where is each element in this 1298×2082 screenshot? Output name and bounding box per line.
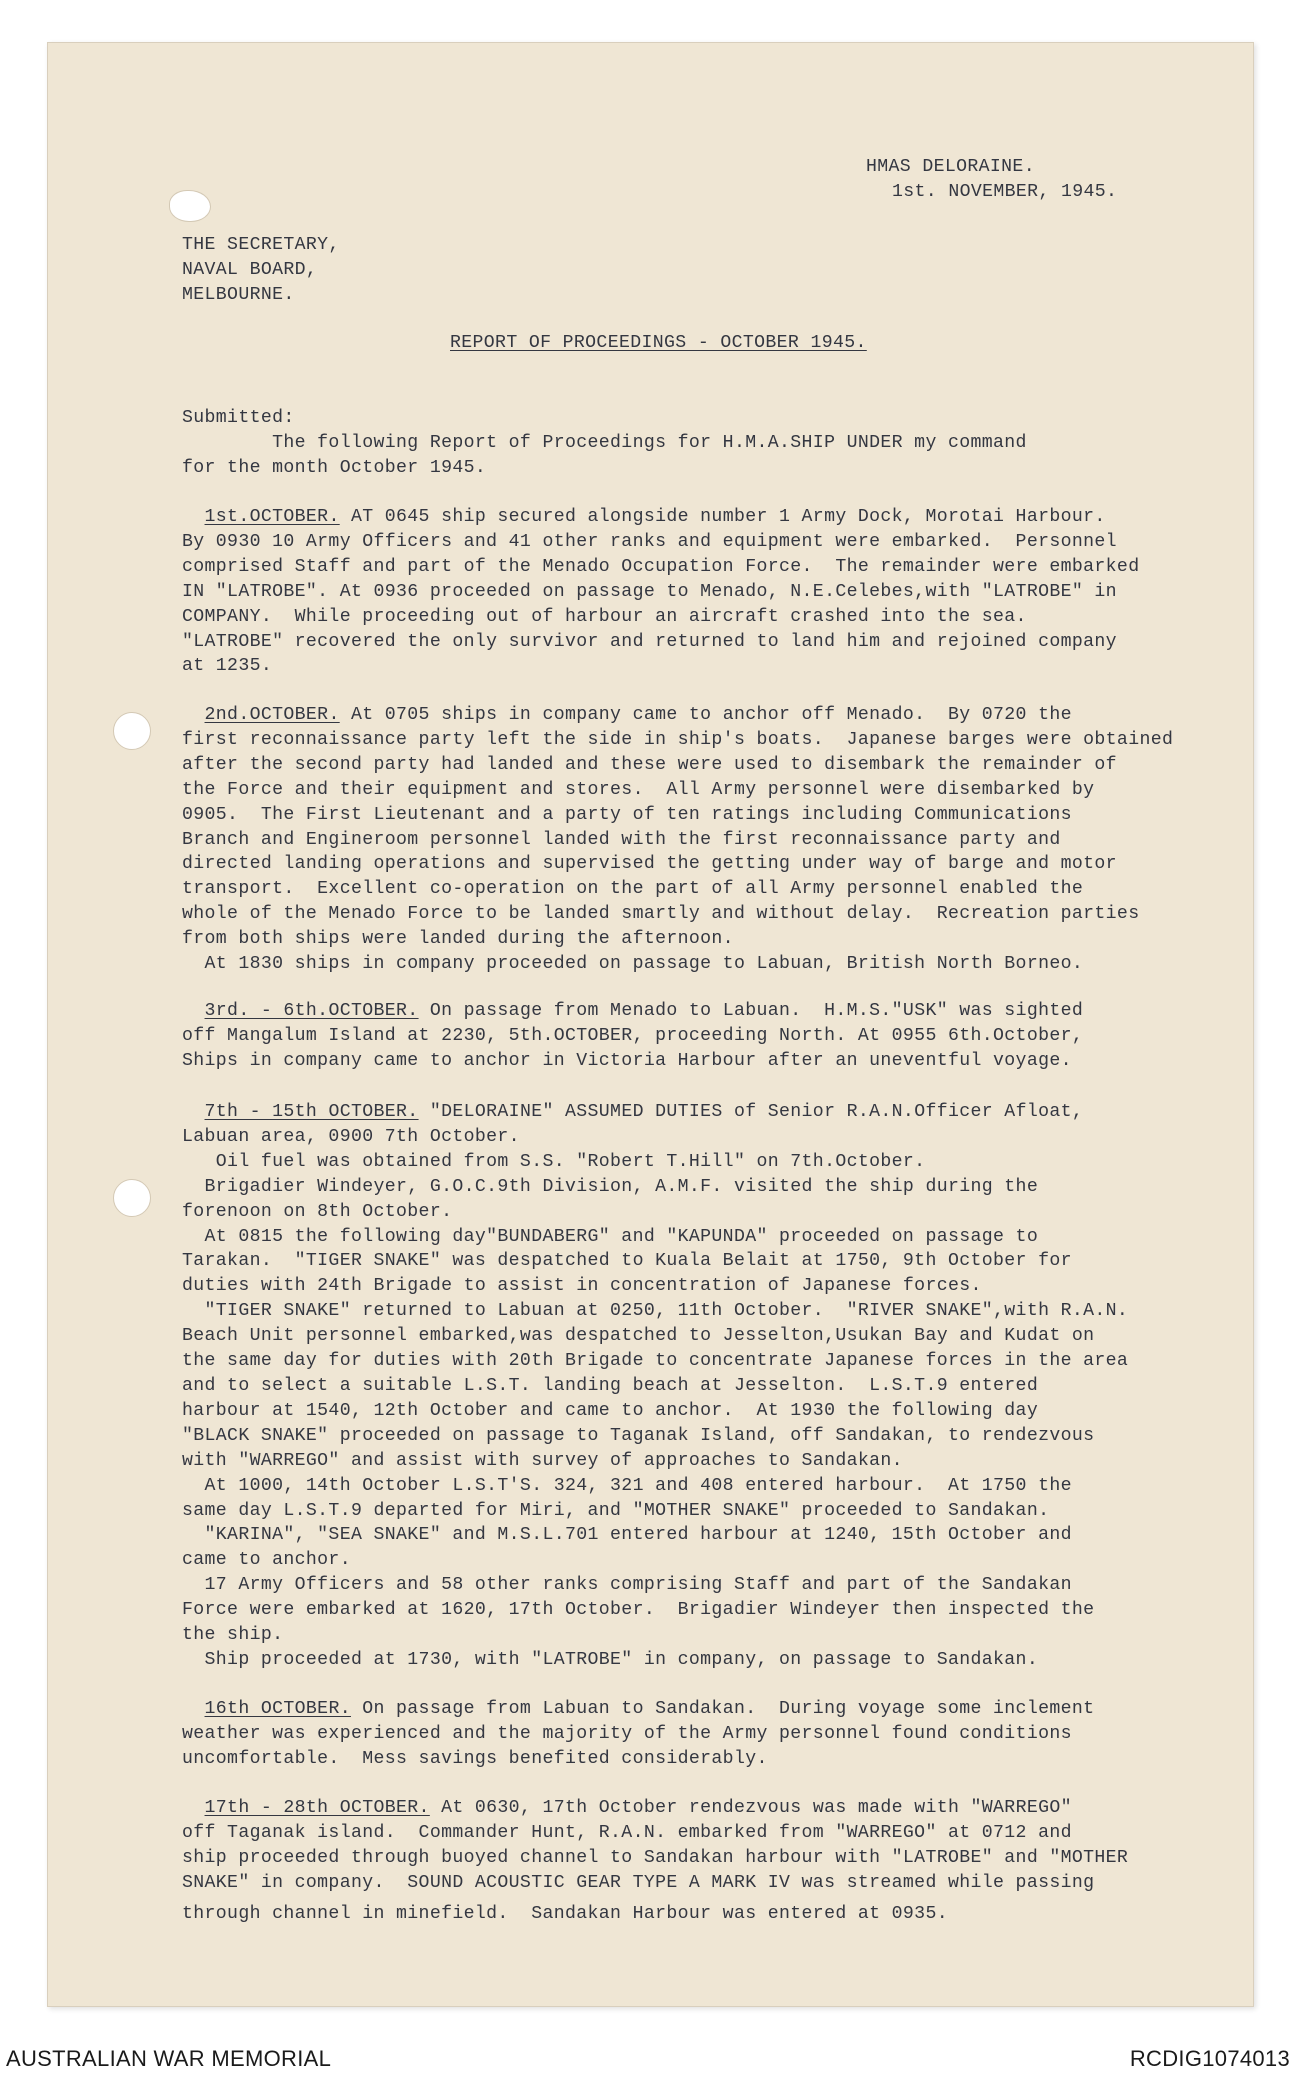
section-line: whole of the Menado Force to be landed smartly and without delay. Recreation parties [182,904,1140,925]
section-line: IN "LATROBE". At 0936 proceeded on passage to Menado, N.E.Celebes,with "LATROBE" in [182,581,1117,602]
section-line: directed landing operations and supervised the getting under way of barge and motor [182,854,1117,875]
section-16th-october [182,1697,1094,1772]
section-line: the same day for duties with 20th Brigade to concentrate Japanese forces in the area [182,1351,1129,1372]
archive-credit: AUSTRALIAN WAR MEMORIAL [6,2046,332,2071]
section-line: Brigadier Windeyer, G.O.C.9th Division, A.M.F. visited the ship during the [182,1176,1039,1197]
punch-hole [113,1179,151,1217]
section-first-line: 1st.OCTOBER. AT 0645 ship secured alongside number 1 Army Dock, Morotai Harbour. [204,507,1106,527]
section-line: the ship. [182,1625,284,1646]
archive-id: RCDIG1074013 [1129,2046,1290,2071]
section-heading: 16th OCTOBER. [204,1699,351,1719]
section-line: Branch and Engineroom personnel landed with the first reconnaissance party and [182,829,1061,850]
section-line: first reconnaissance party left the side in ship's boats. Japanese barges were obtained [182,729,1174,750]
section-line: duties with 24th Brigade to assist in concentration of Japanese forces. [182,1276,982,1297]
section-heading: 1st.OCTOBER. [204,507,340,527]
section-line: and to select a suitable L.S.T. landing beach at Jesselton. L.S.T.9 entered [182,1375,1039,1396]
section-heading: 7th - 15th OCTOBER. [204,1102,419,1122]
section-first-line: 3rd. - 6th.OCTOBER. On passage from Menado to Labuan. H.M.S."USK" was sighted [204,1001,1084,1021]
section-line: weather was experienced and the majority of the Army personnel found conditions [182,1723,1072,1744]
section-line: Oil fuel was obtained from S.S. "Robert T.Hill" on 7th.October. [182,1151,926,1172]
section-line: "KARINA", "SEA SNAKE" and M.S.L.701 entered harbour at 1240, 15th October and [182,1525,1072,1546]
section-line: 0905. The First Lieutenant and a party of ten ratings including Communications [182,804,1072,825]
section-line: at 1235. [182,656,273,677]
torn-corner [169,190,211,222]
section-line: from both ships were landed during the afternoon. [182,929,734,950]
report-title: REPORT OF PROCEEDINGS - OCTOBER 1945. [450,333,867,353]
section-heading: 2nd.OCTOBER. [204,705,340,725]
section-line: through channel in minefield. Sandakan Harbour was entered at 0935. [182,1903,948,1924]
section-line: comprised Staff and part of the Menado Occupation Force. The remainder were embarked [182,556,1140,577]
section-line: At 0815 the following day"BUNDABERG" and "KAPUNDA" proceeded on passage to [182,1226,1039,1247]
intro-line: for the month October 1945. [182,458,487,478]
section-first-line: 17th - 28th OCTOBER. At 0630, 17th October rendezvous was made with "WARREGO" [204,1798,1072,1818]
punch-hole [113,712,151,750]
section-first-line: 7th - 15th OCTOBER. "DELORAINE" ASSUMED DUTIES of Senior R.A.N.Officer Afloat, [204,1102,1084,1122]
section-line: same day L.S.T.9 departed for Miri, and "MOTHER SNAKE" proceeded to Sandakan. [182,1500,1050,1521]
section-first-line: 16th OCTOBER. On passage from Labuan to Sandakan. During voyage some inclement [204,1699,1095,1719]
section-line: COMPANY. While proceeding out of harbour an aircraft crashed into the sea. [182,606,1027,627]
letter-date: 1st. NOVEMBER, 1945. [892,182,1118,202]
section-line: forenoon on 8th October. [182,1201,453,1222]
section-heading: 3rd. - 6th.OCTOBER. [204,1001,419,1021]
section-line: SNAKE" in company. SOUND ACOUSTIC GEAR TYPE A MARK IV was streamed while passing [182,1872,1095,1893]
section-line: Ships in company came to anchor in Victoria Harbour after an uneventful voyage. [182,1050,1072,1071]
section-line: transport. Excellent co-operation on the part of all Army personnel enabled the [182,879,1084,900]
section-1st-october [182,505,1139,679]
submitted-label: Submitted: [182,408,295,428]
addressee-line: THE SECRETARY, [182,235,340,255]
section-line: ship proceeded through buoyed channel to Sandakan harbour with "LATROBE" and "MOTHER [182,1847,1129,1868]
section-17th-28th-october [182,1796,1128,1927]
ship-name: HMAS DELORAINE. [866,157,1035,177]
section-line: At 1830 ships in company proceeded on passage to Labuan, British North Borneo. [182,954,1084,975]
intro-line: The following Report of Proceedings for H.M.A.SHIP UNDER my command [182,433,1027,453]
section-first-line: 2nd.OCTOBER. At 0705 ships in company came to anchor off Menado. By 0720 the [204,705,1072,725]
section-line: after the second party had landed and these were used to disembark the remainder of [182,754,1117,775]
section-heading: 17th - 28th OCTOBER. [204,1798,430,1818]
addressee-line: NAVAL BOARD, [182,260,318,280]
section-line: off Taganak island. Commander Hunt, R.A.N. embarked from "WARREGO" at 0712 and [182,1822,1072,1843]
section-line: Beach Unit personnel embarked,was despatched to Jesselton,Usukan Bay and Kudat on [182,1326,1095,1347]
section-line: Ship proceeded at 1730, with "LATROBE" in company, on passage to Sandakan. [182,1649,1039,1670]
section-line: Tarakan. "TIGER SNAKE" was despatched to Kuala Belait at 1750, 9th October for [182,1251,1072,1272]
section-line: Force were embarked at 1620, 17th October. Brigadier Windeyer then inspected the [182,1600,1095,1621]
section-line: with "WARREGO" and assist with survey of approaches to Sandakan. [182,1450,903,1471]
section-line: off Mangalum Island at 2230, 5th.OCTOBER, proceeding North. At 0955 6th.October, [182,1025,1084,1046]
section-line: the Force and their equipment and stores. All Army personnel were disembarked by [182,779,1095,800]
section-line: Labuan area, 0900 7th October. [182,1126,520,1147]
section-line: came to anchor. [182,1550,351,1571]
section-line: At 1000, 14th October L.S.T'S. 324, 321 and 408 entered harbour. At 1750 the [182,1475,1072,1496]
section-line: "TIGER SNAKE" returned to Labuan at 0250, 11th October. "RIVER SNAKE",with R.A.N. [182,1301,1129,1322]
section-line: By 0930 10 Army Officers and 41 other ranks and equipment were embarked. Personnel [182,531,1117,552]
section-line: harbour at 1540, 12th October and came to anchor. At 1930 the following day [182,1400,1039,1421]
section-line: uncomfortable. Mess savings benefited considerably. [182,1748,768,1769]
addressee-line: MELBOURNE. [182,285,295,305]
section-2nd-october [182,703,1173,977]
section-3rd-6th-october [182,999,1083,1074]
section-line: "BLACK SNAKE" proceeded on passage to Taganak Island, off Sandakan, to rendezvous [182,1425,1095,1446]
section-line: "LATROBE" recovered the only survivor and returned to land him and rejoined company [182,631,1117,652]
section-line: 17 Army Officers and 58 other ranks comprising Staff and part of the Sandakan [182,1575,1072,1596]
section-7th-15th-october [182,1100,1128,1673]
